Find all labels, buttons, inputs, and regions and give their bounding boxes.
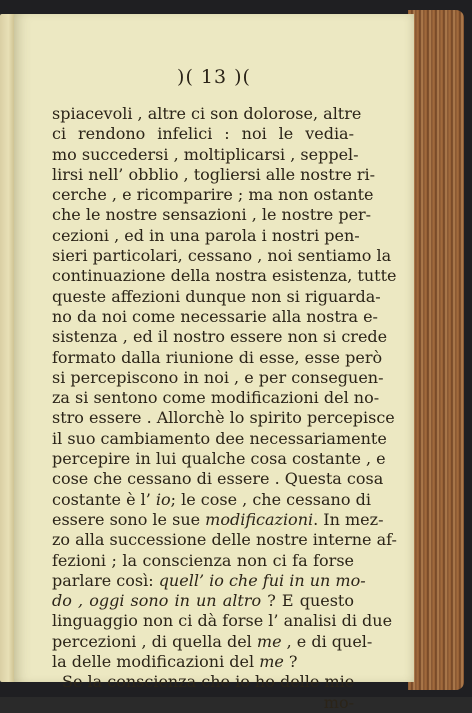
text-segment: , e di quel-: [281, 631, 373, 651]
text-line: fezioni ; la conscienza non ci fa forse: [52, 550, 354, 570]
text-line: [52, 489, 371, 510]
italic-text: io: [155, 489, 171, 509]
text-segment: la delle modificazioni del: [52, 652, 260, 672]
text-line: [52, 570, 366, 591]
text-line: cose che cessano di essere . Questa cosa: [52, 469, 384, 489]
italic-text: quell’ io che fui in un mo-: [158, 570, 366, 590]
text-segment: parlare così:: [52, 570, 159, 590]
text-line: sieri particolari, cessano , noi sentiamo la: [52, 246, 392, 266]
text-segment: costante è l’: [52, 489, 156, 509]
text-line: cezioni , ed in una parola i nostri pen-: [52, 225, 360, 245]
text-line: queste affezioni dunque non si riguarda-: [52, 286, 381, 306]
text-line: linguaggio non ci dà forse l’ analisi di due: [52, 611, 393, 631]
text-segment: . In mez-: [313, 509, 384, 529]
previous-page-edge: [0, 14, 14, 682]
text-line: ci rendono infelici : noi le vedia-: [52, 124, 354, 144]
text-line: mo succedersi , moltiplicarsi , seppel-: [52, 144, 359, 164]
page-body-text: [52, 104, 397, 713]
text-line: zo alla successione delle nostre interne af-: [52, 530, 397, 550]
text-segment: ?: [283, 652, 298, 672]
text-line: stro essere . Allorchè lo spirito percepisce: [52, 408, 395, 428]
italic-text: me: [256, 631, 282, 651]
text-segment: ; le cose , che cessano di: [170, 489, 371, 509]
text-segment: essere sono le sue: [52, 509, 206, 529]
text-line: za si sentono come modificazioni del no-: [52, 388, 380, 408]
text-line: no da noi come necessarie alla nostra e-: [52, 306, 378, 326]
text-line: sistenza , ed il nostro essere non si crede: [52, 327, 388, 347]
text-line: spiacevoli , altre ci son dolorose, altre: [52, 104, 362, 123]
text-segment: ? E questo: [261, 591, 354, 611]
text-line: percepire in lui qualche cosa costante , e: [52, 449, 386, 469]
text-segment: percezioni , di quella del: [52, 631, 257, 651]
text-line: [52, 509, 384, 530]
text-line: [52, 591, 354, 611]
text-line: mo-: [323, 692, 354, 712]
book-page-edges: [408, 10, 464, 690]
text-line: lirsi nell’ obblio , togliersi alle nostre ri-: [52, 164, 376, 184]
text-line: formato dalla riunione di esse, esse però: [52, 347, 383, 367]
text-line: [52, 631, 373, 652]
italic-text: do , oggi sono in un altro: [52, 591, 262, 611]
text-line: [52, 652, 354, 672]
book-page: [14, 14, 414, 712]
italic-text: me: [259, 652, 284, 672]
text-line: continuazione della nostra esistenza, tutte: [52, 266, 397, 286]
text-line: cerche , e ricomparire ; ma non ostante: [52, 185, 374, 205]
page-number: )( 13 )(: [177, 66, 251, 88]
italic-text: modificazioni: [205, 509, 314, 529]
text-line: si percepiscono in noi , e per conseguen-: [52, 367, 384, 387]
text-line: il suo cambiamento dee necessariamente: [52, 428, 387, 448]
text-line: che le nostre sensazioni , le nostre per-: [52, 205, 372, 225]
text-line: Se la conscienza che io ho delle mie: [62, 672, 355, 692]
